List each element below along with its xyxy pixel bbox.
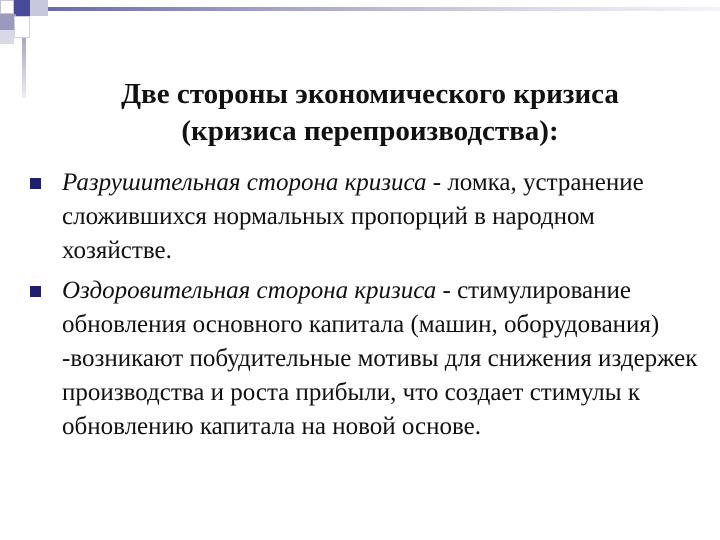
bullet-text: - ломка, устранение сложившихся нормальных пропорций в народном хозяйстве. (62, 169, 644, 264)
decor-square (14, 16, 30, 38)
bullet-item (28, 274, 708, 444)
bullet-list (28, 166, 708, 450)
bullet-text: - стимулирование обновления основного капитала (машин, оборудования) -возникают побудительные мотивы для снижения издержек производства и роста прибыли, что создает стимулы к обновлению капитала на новой основе. (62, 277, 698, 440)
slide-title-line: Две стороны экономического кризиса (121, 78, 619, 110)
bullet-lead: Разрушительная сторона кризиса (62, 169, 427, 196)
decor-side-bar (22, 38, 26, 98)
decor-square (14, 0, 30, 16)
decor-square (0, 30, 14, 44)
slide-title-line: (кризиса перепроизводства): (181, 115, 559, 147)
decor-square (0, 0, 14, 14)
bullet-item (28, 166, 708, 268)
bullet-lead: Оздоровительная сторона кризиса (62, 277, 437, 304)
decor-square (30, 0, 48, 16)
square-bullet-icon (30, 286, 41, 297)
decor-top-bar (48, 7, 720, 11)
slide-title (70, 76, 670, 150)
square-bullet-icon (30, 178, 41, 189)
